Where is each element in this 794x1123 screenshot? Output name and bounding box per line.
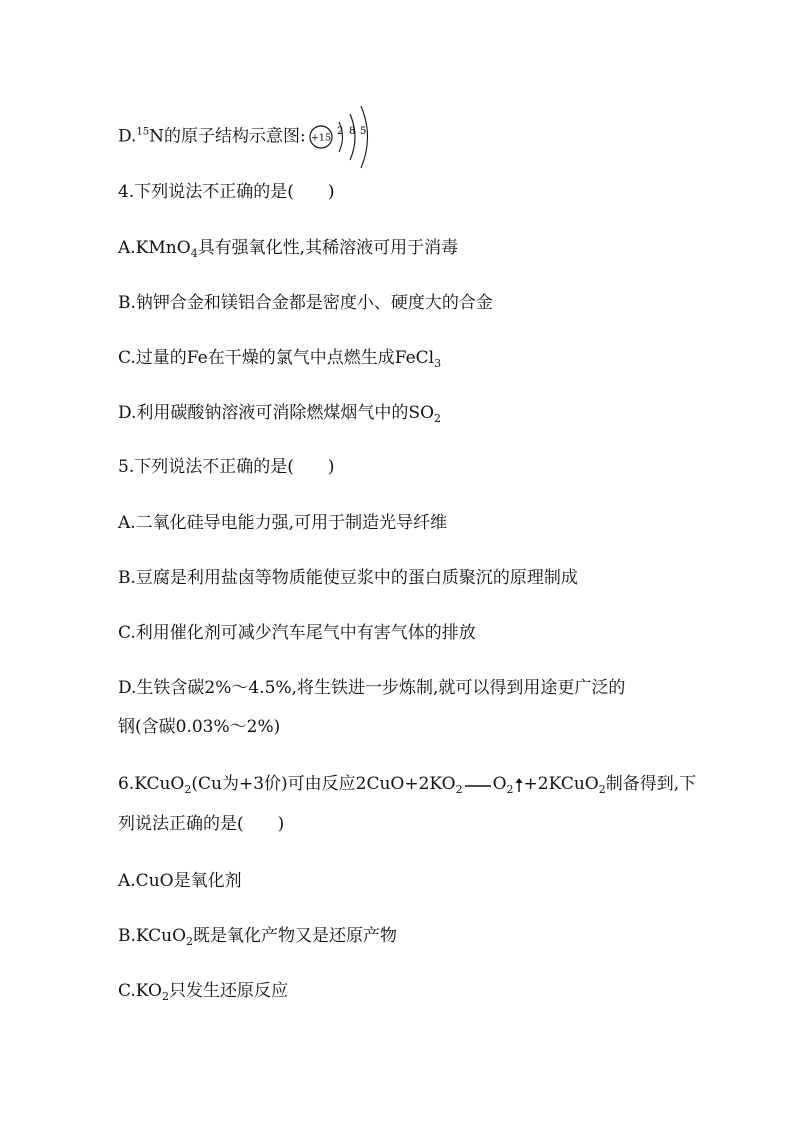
q5-option-b: B.豆腐是利用盐卤等物质能使豆浆中的蛋白质聚沉的原理制成 (118, 568, 578, 588)
q6-c-post: 只发生还原反应 (169, 981, 288, 1001)
q4-option-b: B.钠钾合金和镁铝合金都是密度小、硬度大的合金 (118, 293, 493, 313)
q3-d-prefix: D. (118, 126, 137, 147)
q4-c-sub: 3 (434, 357, 442, 370)
q6-s2-sub: 2 (455, 783, 463, 796)
q3-d-text: 的原子结构示意图: (164, 126, 306, 147)
atom-structure-diagram (308, 104, 378, 170)
nucleus-charge: +15 (310, 132, 331, 144)
shell-electrons-1: 2 (336, 126, 344, 137)
q6-b-sub: 2 (186, 935, 194, 948)
q3-d-element: N (149, 126, 165, 147)
q5-option-d-line2: 钢(含碳0.03%～2%) (118, 717, 281, 737)
q4-a-pre: A.KMnO (118, 238, 191, 258)
q5-option-c: C.利用催化剂可减少汽车尾气中有害气体的排放 (118, 623, 476, 643)
q6-s1-sub: 2 (184, 783, 192, 796)
q4-option-a (118, 237, 458, 259)
q6-s3: O (492, 774, 507, 794)
q5-option-a: A.二氧化硅导电能力强,可用于制造光导纤维 (118, 513, 448, 533)
q4-option-c (118, 347, 441, 369)
q6-option-a: A.CuO是氧化剂 (118, 871, 242, 891)
q6-s3-sub: 2 (506, 783, 514, 796)
q4-c-pre: C.过量的Fe在干燥的氯气中点燃生成FeCl (118, 348, 435, 368)
q6-s5: 制备得到,下 (605, 774, 697, 794)
q5-stem: 5.下列说法不正确的是( ) (118, 457, 335, 477)
q4-d-pre: D.利用碳酸钠溶液可消除燃煤烟气中的SO (118, 403, 435, 423)
q6-c-pre: C.KO (118, 981, 162, 1001)
q6-stem-line1 (118, 773, 696, 795)
q6-s4-sub: 2 (598, 783, 606, 796)
q6-b-pre: B.KCuO (118, 926, 187, 946)
q6-stem-line2: 列说法正确的是( ) (118, 814, 285, 834)
q6-option-b (118, 925, 397, 947)
q6-option-c (118, 980, 288, 1002)
q6-s1: 6.KCuO (118, 774, 185, 794)
reaction-equals-sign (463, 780, 493, 790)
q4-stem: 4.下列说法不正确的是( ) (118, 182, 335, 202)
q4-a-post: 具有强氧化性,其稀溶液可用于消毒 (197, 238, 459, 258)
q4-a-sub: 4 (190, 247, 198, 260)
shell-arc-2 (350, 114, 355, 160)
q6-c-sub: 2 (162, 990, 169, 1003)
q6-b-post: 既是氧化产物又是还原产物 (193, 926, 398, 946)
shell-arc-3 (361, 106, 368, 168)
q4-d-sub: 2 (434, 412, 442, 425)
q6-s4: +2KCuO (523, 774, 599, 794)
q3-option-d (118, 104, 378, 170)
q4-option-d (118, 402, 441, 424)
shell-electrons-2: 8 (348, 126, 356, 137)
q5-option-d-line1: D.生铁含碳2%～4.5%,将生铁进一步炼制,就可以得到用途更广泛的 (118, 678, 626, 698)
gas-up-arrow-icon (514, 777, 524, 793)
shell-electrons-3: 5 (359, 126, 367, 137)
q3-d-mass-number: 15 (136, 126, 150, 138)
q6-s2: (Cu为+3价)可由反应2CuO+2KO (191, 774, 456, 794)
